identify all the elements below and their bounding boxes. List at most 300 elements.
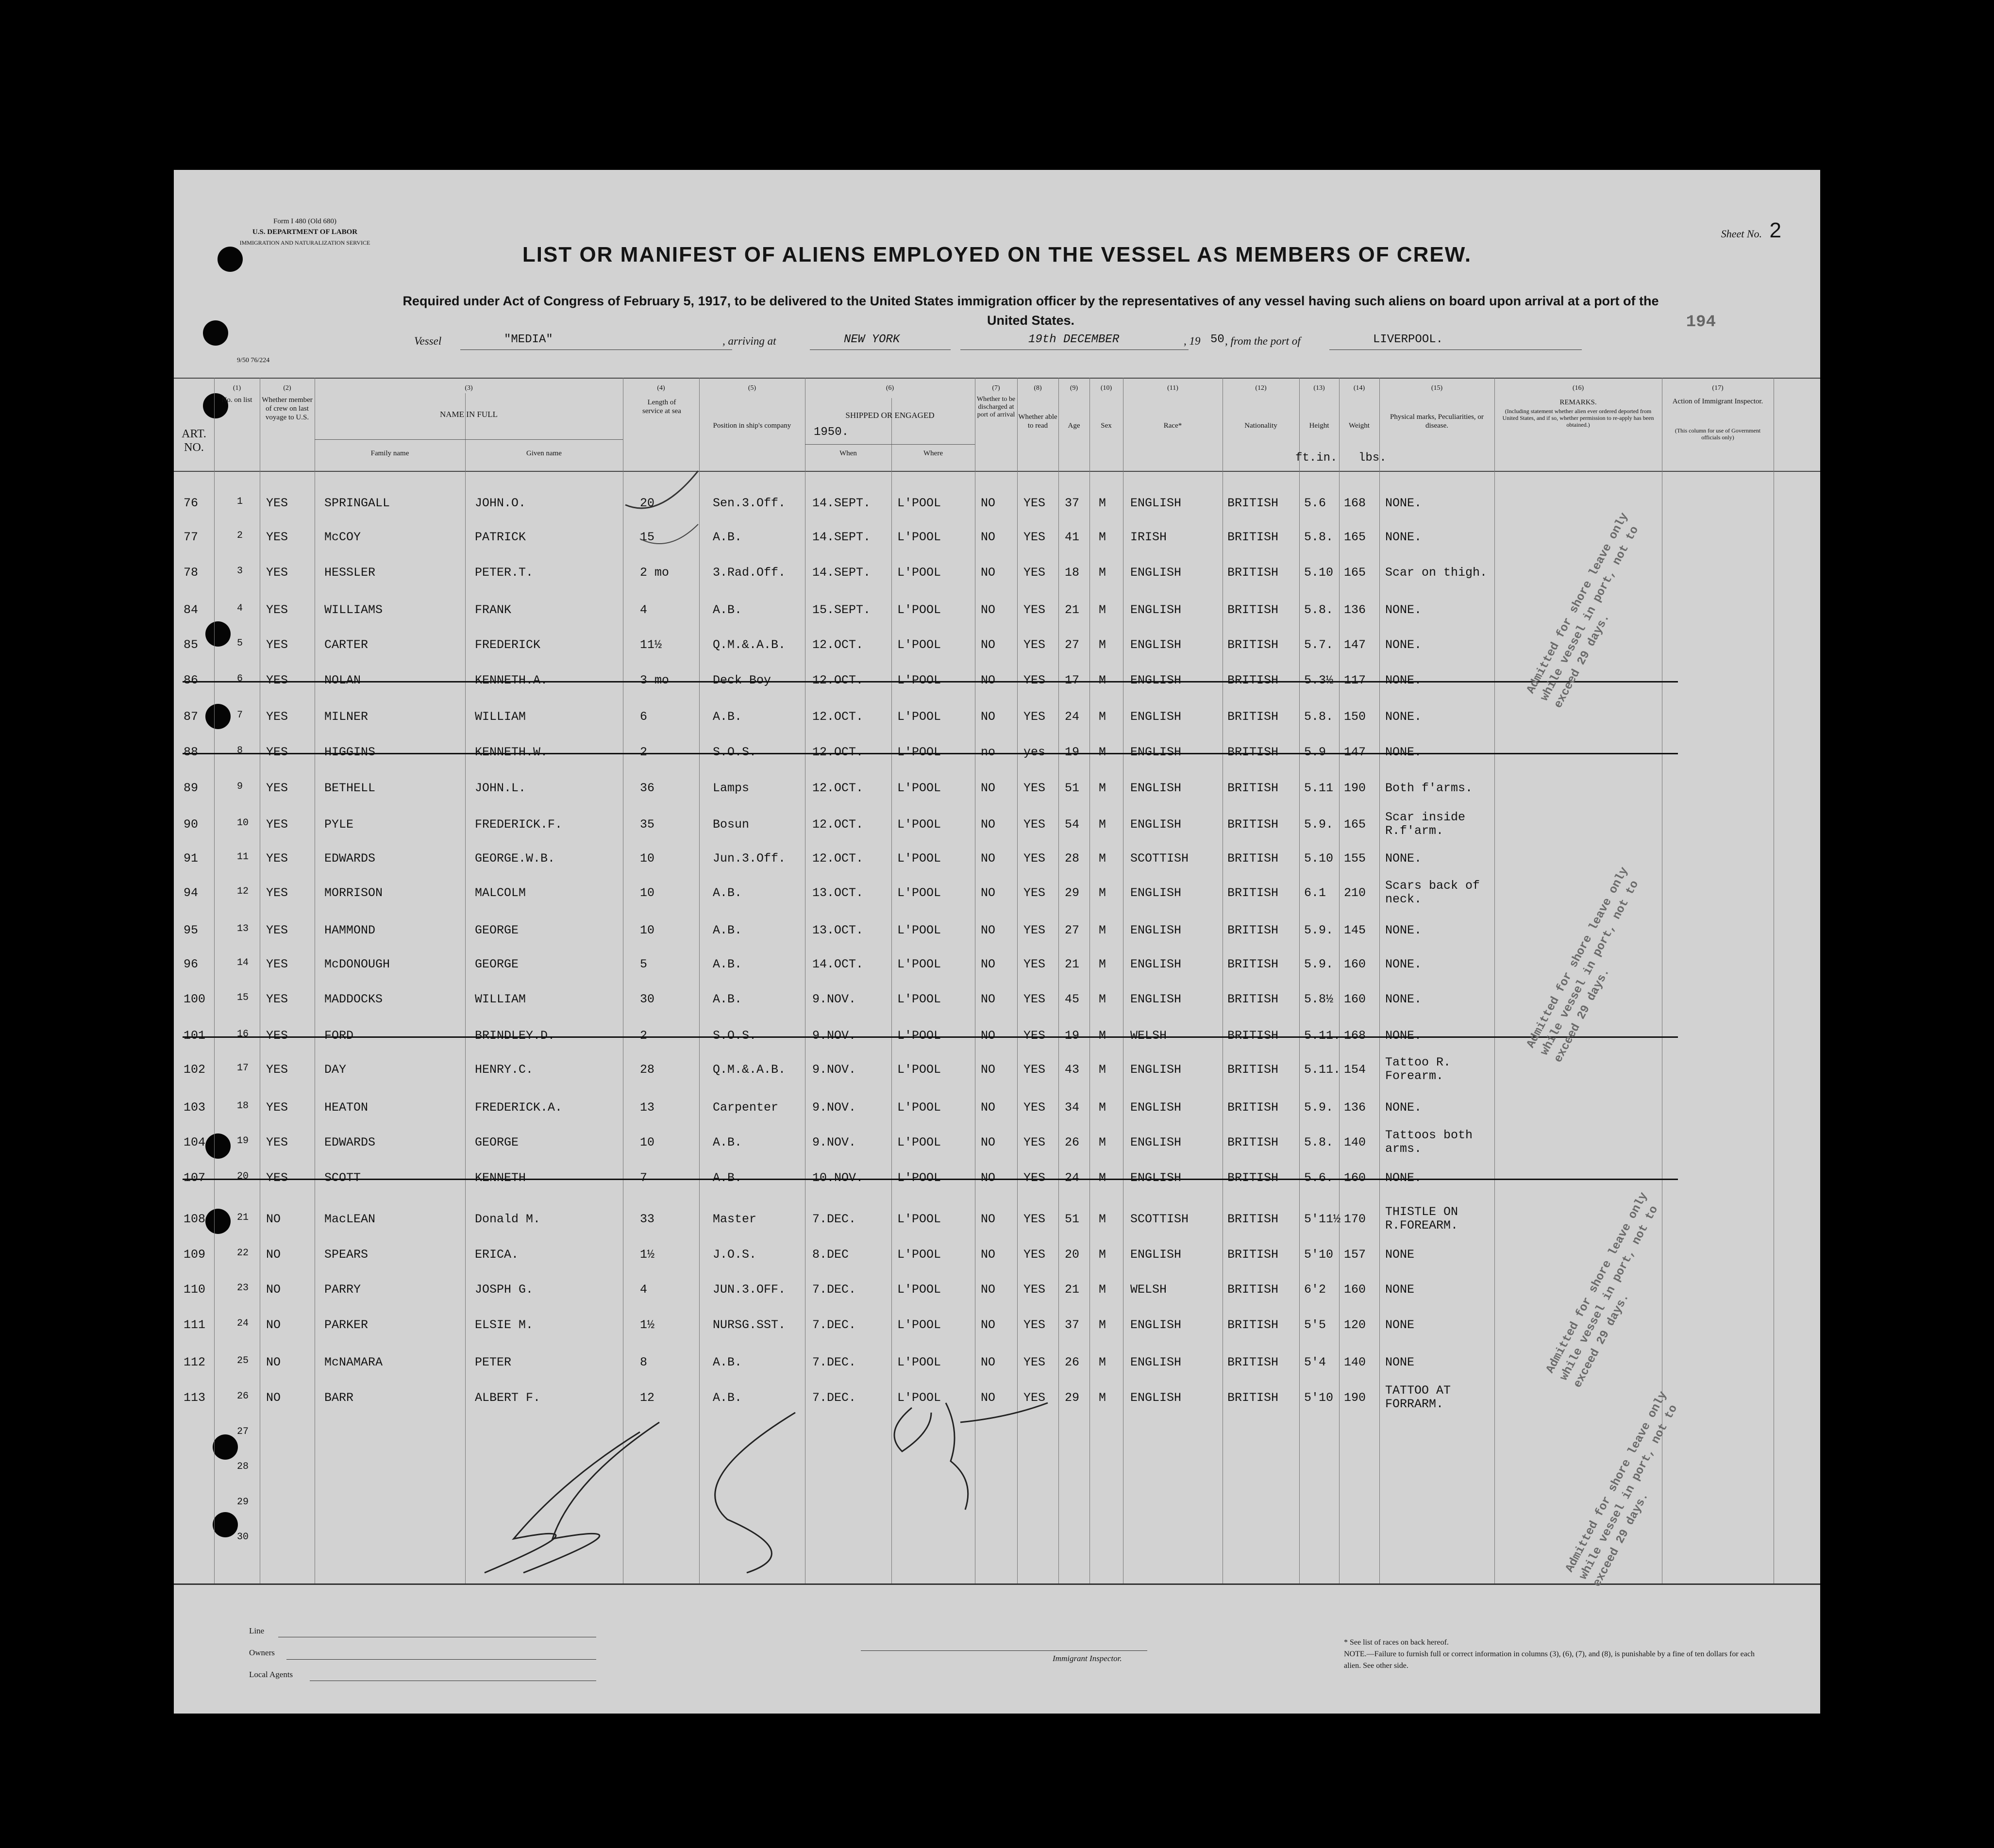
row-nationality: BRITISH <box>1227 923 1279 937</box>
row-discharged: NO <box>981 1391 996 1405</box>
row-race: ENGLISH <box>1130 1135 1182 1149</box>
row-list-no: 12 <box>237 886 249 897</box>
row-shipped-when: 12.OCT. <box>812 817 864 832</box>
row-height: 5.8. <box>1304 530 1334 544</box>
row-weight: 165 <box>1344 530 1366 544</box>
row-service-length: 35 <box>640 817 655 832</box>
row-family-name: McNAMARA <box>324 1355 383 1369</box>
handwriting-marks <box>174 170 1820 1714</box>
header-c17-num: (17) <box>1712 384 1724 392</box>
row-last-voyage: YES <box>266 1029 288 1043</box>
remark-stamp: Admitted for shore leave only while vessel in port, not to exceed 29 days. <box>1524 511 1642 711</box>
header-c5: Position in ship's company <box>713 422 791 430</box>
row-able-to-read: YES <box>1023 566 1046 580</box>
header-c4-num: (4) <box>657 384 665 392</box>
row-height: 5.9. <box>1304 923 1334 937</box>
row-race: ENGLISH <box>1130 886 1182 900</box>
row-given-name: PATRICK <box>475 530 526 544</box>
page-stamp: 194 <box>1686 313 1716 332</box>
row-list-no: 18 <box>237 1100 249 1112</box>
row-position: A.B. <box>713 1135 742 1149</box>
row-service-length: 7 <box>640 1171 648 1185</box>
row-shipped-where: L'POOL <box>897 851 941 866</box>
row-able-to-read: YES <box>1023 530 1046 544</box>
row-list-no: 9 <box>237 781 243 792</box>
row-sex: M <box>1099 638 1106 652</box>
row-age: 51 <box>1065 1212 1080 1226</box>
row-physical-marks: NONE. <box>1385 1029 1422 1043</box>
row-given-name: ERICA. <box>475 1248 519 1262</box>
row-race: ENGLISH <box>1130 745 1182 759</box>
row-nationality: BRITISH <box>1227 886 1279 900</box>
row-position: Q.M.&.A.B. <box>713 1063 786 1077</box>
row-weight: 168 <box>1344 1029 1366 1043</box>
row-sex: M <box>1099 530 1106 544</box>
row-list-no: 17 <box>237 1063 249 1074</box>
row-sex: M <box>1099 1063 1106 1077</box>
row-able-to-read: YES <box>1023 496 1046 510</box>
row-height: 5.6. <box>1304 1171 1334 1185</box>
row-able-to-read: YES <box>1023 1171 1046 1185</box>
row-last-voyage: YES <box>266 530 288 544</box>
row-shipped-when: 9.NOV. <box>812 1029 856 1043</box>
row-weight: 165 <box>1344 566 1366 580</box>
row-given-name: ELSIE M. <box>475 1318 534 1332</box>
row-list-no: 2 <box>237 530 243 541</box>
row-race: ENGLISH <box>1130 1063 1182 1077</box>
row-family-name: McCOY <box>324 530 361 544</box>
row-last-voyage: YES <box>266 1135 288 1149</box>
from-label: , from the port of <box>1225 335 1301 347</box>
row-family-name: EDWARDS <box>324 1135 376 1149</box>
row-physical-marks: NONE. <box>1385 638 1422 652</box>
row-position: S.O.S. <box>713 1029 757 1043</box>
row-position: 3.Rad.Off. <box>713 566 786 580</box>
row-given-name: GEORGE.W.B. <box>475 851 555 866</box>
header-art-no: ART. NO. <box>182 428 206 454</box>
row-family-name: PYLE <box>324 817 354 832</box>
row-service-length: 4 <box>640 603 648 617</box>
row-race: SCOTTISH <box>1130 1212 1189 1226</box>
row-age: 19 <box>1065 745 1080 759</box>
empty-row-number: 30 <box>237 1532 249 1543</box>
row-race: ENGLISH <box>1130 1248 1182 1262</box>
row-age: 24 <box>1065 1171 1080 1185</box>
row-height: 5.8½ <box>1304 992 1334 1006</box>
row-list-no: 5 <box>237 638 243 649</box>
header-c11-num: (11) <box>1167 384 1178 392</box>
year-prefix: , 19 <box>1184 335 1201 347</box>
row-art-no: 87 <box>184 710 199 724</box>
row-sex: M <box>1099 1100 1106 1115</box>
row-art-no: 77 <box>184 530 199 544</box>
header-given: Given name <box>526 450 562 457</box>
row-age: 20 <box>1065 1248 1080 1262</box>
row-able-to-read: YES <box>1023 1391 1046 1405</box>
sheet-label: Sheet No. <box>1721 228 1762 240</box>
row-service-length: 5 <box>640 957 648 971</box>
row-discharged: NO <box>981 673 996 687</box>
form-code: 9/50 76/224 <box>237 357 270 364</box>
row-shipped-when: 9.NOV. <box>812 992 856 1006</box>
row-discharged: NO <box>981 992 996 1006</box>
row-art-no: 108 <box>184 1212 206 1226</box>
row-family-name: McDONOUGH <box>324 957 390 971</box>
row-able-to-read: YES <box>1023 710 1046 724</box>
row-able-to-read: YES <box>1023 638 1046 652</box>
row-list-no: 26 <box>237 1391 249 1402</box>
row-given-name: KENNETH.A. <box>475 673 548 687</box>
row-family-name: MADDOCKS <box>324 992 383 1006</box>
row-height: 5'10 <box>1304 1248 1334 1262</box>
row-race: SCOTTISH <box>1130 851 1189 866</box>
row-weight: 155 <box>1344 851 1366 866</box>
row-art-no: 100 <box>184 992 206 1006</box>
row-able-to-read: YES <box>1023 1100 1046 1115</box>
row-family-name: DAY <box>324 1063 347 1077</box>
row-physical-marks: Scar inside R.f'arm. <box>1385 810 1466 838</box>
row-physical-marks: NONE. <box>1385 1100 1422 1115</box>
row-shipped-where: L'POOL <box>897 1029 941 1043</box>
row-position: A.B. <box>713 923 742 937</box>
row-last-voyage: NO <box>266 1355 281 1369</box>
row-given-name: GEORGE <box>475 923 519 937</box>
header-c13-unit: ft.in. <box>1295 451 1338 465</box>
row-given-name: FRANK <box>475 603 512 617</box>
row-age: 17 <box>1065 673 1080 687</box>
row-discharged: NO <box>981 781 996 795</box>
row-nationality: BRITISH <box>1227 638 1279 652</box>
row-nationality: BRITISH <box>1227 1355 1279 1369</box>
row-shipped-when: 13.OCT. <box>812 923 864 937</box>
arrival-port: NEW YORK <box>844 333 900 346</box>
row-discharged: NO <box>981 1171 996 1185</box>
row-weight: 150 <box>1344 710 1366 724</box>
header-c8: Whether able to read <box>1018 413 1057 430</box>
inspector-label: Immigrant Inspector. <box>1053 1654 1122 1663</box>
row-sex: M <box>1099 745 1106 759</box>
row-family-name: CARTER <box>324 638 369 652</box>
row-nationality: BRITISH <box>1227 851 1279 866</box>
row-able-to-read: YES <box>1023 1135 1046 1149</box>
header-c6: SHIPPED OR ENGAGED <box>845 411 935 420</box>
row-art-no: 107 <box>184 1171 206 1185</box>
row-able-to-read: YES <box>1023 957 1046 971</box>
row-service-length: 20 <box>640 496 655 510</box>
row-list-no: 11 <box>237 851 249 863</box>
row-able-to-read: YES <box>1023 1063 1046 1077</box>
row-shipped-when: 12.OCT. <box>812 638 864 652</box>
row-weight: 120 <box>1344 1318 1366 1332</box>
row-height: 5.10 <box>1304 851 1334 866</box>
row-height: 5'11½ <box>1304 1212 1341 1226</box>
row-position: Lamps <box>713 781 750 795</box>
header-c9: Age <box>1068 422 1080 430</box>
row-able-to-read: YES <box>1023 1029 1046 1043</box>
row-shipped-when: 7.DEC. <box>812 1355 856 1369</box>
row-physical-marks: NONE. <box>1385 496 1422 510</box>
manifest-sheet <box>174 170 1820 1714</box>
row-able-to-read: YES <box>1023 673 1046 687</box>
row-shipped-where: L'POOL <box>897 603 941 617</box>
row-list-no: 4 <box>237 603 243 614</box>
row-art-no: 78 <box>184 566 199 580</box>
row-last-voyage: YES <box>266 710 288 724</box>
row-physical-marks: NONE. <box>1385 923 1422 937</box>
row-art-no: 113 <box>184 1391 206 1405</box>
header-c9-num: (9) <box>1070 384 1078 392</box>
header-c14-unit: lbs. <box>1358 451 1387 465</box>
row-able-to-read: YES <box>1023 923 1046 937</box>
row-weight: 168 <box>1344 496 1366 510</box>
row-list-no: 19 <box>237 1135 249 1147</box>
row-list-no: 1 <box>237 496 243 507</box>
row-height: 5.8. <box>1304 1135 1334 1149</box>
row-given-name: ALBERT F. <box>475 1391 541 1405</box>
row-nationality: BRITISH <box>1227 745 1279 759</box>
header-c14: Weight <box>1349 422 1370 430</box>
header-c16-sub: (Including statement whether alien ever ordered deported from United States, and if so, whether permission to re-apply has been obtained.) <box>1502 408 1654 428</box>
row-weight: 154 <box>1344 1063 1366 1077</box>
row-discharged: NO <box>981 710 996 724</box>
row-shipped-when: 9.NOV. <box>812 1063 856 1077</box>
row-height: 5.9. <box>1304 957 1334 971</box>
row-height: 5.8. <box>1304 603 1334 617</box>
row-list-no: 13 <box>237 923 249 934</box>
row-service-length: 10 <box>640 1135 655 1149</box>
row-shipped-where: L'POOL <box>897 1171 941 1185</box>
row-race: ENGLISH <box>1130 1318 1182 1332</box>
row-sex: M <box>1099 496 1106 510</box>
row-service-length: 12 <box>640 1391 655 1405</box>
header-c10: Sex <box>1101 422 1112 430</box>
footer-agents-label: Local Agents <box>249 1670 293 1679</box>
row-list-no: 8 <box>237 745 243 756</box>
header-c7-num: (7) <box>992 384 1000 392</box>
row-discharged: NO <box>981 566 996 580</box>
row-art-no: 102 <box>184 1063 206 1077</box>
header-c4: Length of service at sea <box>642 399 681 415</box>
row-service-length: 3 mo <box>640 673 670 687</box>
row-family-name: MacLEAN <box>324 1212 376 1226</box>
row-physical-marks: NONE <box>1385 1355 1415 1369</box>
row-family-name: HAMMOND <box>324 923 376 937</box>
row-list-no: 23 <box>237 1282 249 1294</box>
row-position: JUN.3.OFF. <box>713 1282 786 1297</box>
row-shipped-where: L'POOL <box>897 992 941 1006</box>
row-last-voyage: YES <box>266 1100 288 1115</box>
row-family-name: EDWARDS <box>324 851 376 866</box>
row-service-length: 10 <box>640 923 655 937</box>
row-discharged: NO <box>981 638 996 652</box>
row-physical-marks: Scar on thigh. <box>1385 566 1488 580</box>
row-position: Carpenter <box>713 1100 779 1115</box>
row-shipped-when: 14.SEPT. <box>812 496 871 510</box>
row-shipped-when: 8.DEC <box>812 1248 849 1262</box>
page-title: LIST OR MANIFEST OF ALIENS EMPLOYED ON THE VESSEL AS MEMBERS OF CREW. <box>522 243 1472 266</box>
row-discharged: NO <box>981 1318 996 1332</box>
header-c15: Physical marks, Peculiarities, or disease. <box>1390 413 1484 430</box>
row-race: ENGLISH <box>1130 496 1182 510</box>
header-c1: No. on list <box>221 396 252 404</box>
row-age: 37 <box>1065 496 1080 510</box>
header-c15-num: (15) <box>1431 384 1443 392</box>
arriving-label: , arriving at <box>722 335 776 347</box>
row-shipped-where: L'POOL <box>897 1282 941 1297</box>
row-weight: 160 <box>1344 992 1366 1006</box>
row-physical-marks: NONE. <box>1385 1171 1422 1185</box>
row-shipped-when: 14.SEPT. <box>812 566 871 580</box>
row-age: 29 <box>1065 1391 1080 1405</box>
header-c6-num: (6) <box>886 384 894 392</box>
row-service-length: 1½ <box>640 1318 655 1332</box>
row-nationality: BRITISH <box>1227 530 1279 544</box>
row-last-voyage: YES <box>266 1171 288 1185</box>
row-nationality: BRITISH <box>1227 1212 1279 1226</box>
row-given-name: JOSPH G. <box>475 1282 534 1297</box>
header-c5-num: (5) <box>748 384 756 392</box>
row-given-name: PETER <box>475 1355 512 1369</box>
row-art-no: 104 <box>184 1135 206 1149</box>
row-weight: 136 <box>1344 603 1366 617</box>
row-nationality: BRITISH <box>1227 1063 1279 1077</box>
row-art-no: 112 <box>184 1355 206 1369</box>
row-sex: M <box>1099 781 1106 795</box>
row-last-voyage: NO <box>266 1212 281 1226</box>
row-physical-marks: NONE <box>1385 1318 1415 1332</box>
row-height: 5'10 <box>1304 1391 1334 1405</box>
row-list-no: 16 <box>237 1029 249 1040</box>
row-sex: M <box>1099 957 1106 971</box>
row-nationality: BRITISH <box>1227 1391 1279 1405</box>
empty-row-number: 28 <box>237 1461 249 1472</box>
row-age: 18 <box>1065 566 1080 580</box>
row-height: 6.1 <box>1304 886 1326 900</box>
row-position: A.B. <box>713 992 742 1006</box>
row-shipped-where: L'POOL <box>897 673 941 687</box>
header-c14-num: (14) <box>1353 384 1365 392</box>
row-nationality: BRITISH <box>1227 957 1279 971</box>
row-given-name: WILLIAM <box>475 710 526 724</box>
row-weight: 170 <box>1344 1212 1366 1226</box>
row-physical-marks: NONE. <box>1385 603 1422 617</box>
row-height: 5.10 <box>1304 566 1334 580</box>
row-family-name: NOLAN <box>324 673 361 687</box>
header-c2-num: (2) <box>283 384 291 392</box>
from-port: LIVERPOOL. <box>1373 333 1443 346</box>
row-shipped-where: L'POOL <box>897 923 941 937</box>
row-height: 5.11. <box>1304 1029 1341 1043</box>
row-age: 26 <box>1065 1135 1080 1149</box>
row-age: 21 <box>1065 1282 1080 1297</box>
row-nationality: BRITISH <box>1227 1100 1279 1115</box>
row-height: 5'5 <box>1304 1318 1326 1332</box>
row-family-name: HESSLER <box>324 566 376 580</box>
department: U.S. DEPARTMENT OF LABOR <box>252 228 358 236</box>
row-nationality: BRITISH <box>1227 566 1279 580</box>
row-race: ENGLISH <box>1130 1391 1182 1405</box>
row-service-length: 36 <box>640 781 655 795</box>
row-service-length: 1½ <box>640 1248 655 1262</box>
row-list-no: 14 <box>237 957 249 968</box>
row-race: ENGLISH <box>1130 603 1182 617</box>
row-age: 27 <box>1065 638 1080 652</box>
row-race: ENGLISH <box>1130 1100 1182 1115</box>
row-service-length: 30 <box>640 992 655 1006</box>
row-given-name: FREDERICK <box>475 638 541 652</box>
row-family-name: HEATON <box>324 1100 369 1115</box>
row-art-no: 86 <box>184 673 199 687</box>
row-race: WELSH <box>1130 1282 1167 1297</box>
row-physical-marks: Scars back of neck. <box>1385 879 1480 906</box>
empty-row-number: 27 <box>237 1426 249 1437</box>
header-c16-num: (16) <box>1572 384 1584 392</box>
row-sex: M <box>1099 1391 1106 1405</box>
row-shipped-when: 7.DEC. <box>812 1212 856 1226</box>
row-service-length: 15 <box>640 530 655 544</box>
header-c13-num: (13) <box>1313 384 1325 392</box>
header-c3: NAME IN FULL <box>440 410 498 419</box>
row-age: 21 <box>1065 603 1080 617</box>
row-nationality: BRITISH <box>1227 992 1279 1006</box>
row-last-voyage: YES <box>266 496 288 510</box>
header-c2: Whether member of crew on last voyage to U.S. <box>262 396 313 421</box>
row-able-to-read: YES <box>1023 1212 1046 1226</box>
row-family-name: BETHELL <box>324 781 376 795</box>
row-nationality: BRITISH <box>1227 1029 1279 1043</box>
row-age: 43 <box>1065 1063 1080 1077</box>
row-shipped-where: L'POOL <box>897 1391 941 1405</box>
row-list-no: 3 <box>237 566 243 577</box>
row-shipped-when: 10.NOV. <box>812 1171 864 1185</box>
header-c10-num: (10) <box>1100 384 1112 392</box>
row-list-no: 24 <box>237 1318 249 1329</box>
row-sex: M <box>1099 1171 1106 1185</box>
row-nationality: BRITISH <box>1227 1318 1279 1332</box>
row-nationality: BRITISH <box>1227 817 1279 832</box>
row-last-voyage: YES <box>266 781 288 795</box>
row-height: 5.8. <box>1304 710 1334 724</box>
row-service-length: 2 <box>640 1029 648 1043</box>
row-discharged: NO <box>981 1355 996 1369</box>
row-shipped-where: L'POOL <box>897 1318 941 1332</box>
row-able-to-read: YES <box>1023 886 1046 900</box>
row-discharged: NO <box>981 1029 996 1043</box>
row-given-name: JOHN.O. <box>475 496 526 510</box>
row-shipped-when: 14.OCT. <box>812 957 864 971</box>
row-race: ENGLISH <box>1130 638 1182 652</box>
row-discharged: NO <box>981 603 996 617</box>
row-last-voyage: YES <box>266 817 288 832</box>
row-shipped-where: L'POOL <box>897 886 941 900</box>
service: IMMIGRATION AND NATURALIZATION SERVICE <box>239 239 370 246</box>
row-weight: 140 <box>1344 1135 1366 1149</box>
row-physical-marks: NONE <box>1385 1282 1415 1297</box>
row-able-to-read: YES <box>1023 781 1046 795</box>
row-position: Bosun <box>713 817 750 832</box>
row-position: A.B. <box>713 603 742 617</box>
row-weight: 160 <box>1344 957 1366 971</box>
row-given-name: FREDERICK.F. <box>475 817 563 832</box>
row-position: A.B. <box>713 886 742 900</box>
row-art-no: 91 <box>184 851 199 866</box>
row-position: J.O.S. <box>713 1248 757 1262</box>
row-service-length: 8 <box>640 1355 648 1369</box>
row-art-no: 90 <box>184 817 199 832</box>
row-shipped-where: L'POOL <box>897 1135 941 1149</box>
row-last-voyage: YES <box>266 1063 288 1077</box>
row-position: Master <box>713 1212 757 1226</box>
